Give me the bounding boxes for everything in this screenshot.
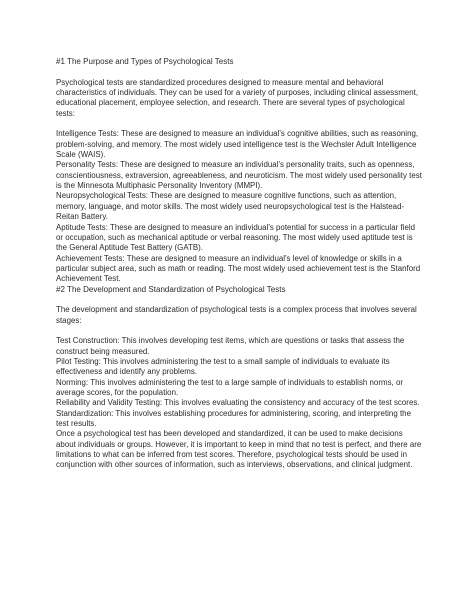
type-aptitude-tests: Aptitude Tests: These are designed to measure an individual's potential for success in a particular field or occupation, such as mechanical aptitude or verbal reasoning. The most widely used aptitude test is the General Aptitude Test Battery (GATB). [56,222,416,253]
stage-standardization: Standardization: This involves establishing procedures for administering, scoring, and interpreting the test results. [56,408,411,429]
stage-reliability-validity: Reliability and Validity Testing: This involves evaluating the consistency and accuracy of the test scores. [56,398,420,408]
stage-norming: Norming: This involves administering the test to a large sample of individuals to establish norms, or average scores, for the population. [56,377,404,397]
type-intelligence-tests: Intelligence Tests: These are designed to measure an individual's cognitive abilities, such as reasoning, problem-solving, and memory. The most widely used intelligence test is the Wechsler Adult Intelligence Scale (WAIS). [56,129,419,160]
stage-test-construction: Test Construction: This involves developing test items, which are questions or tasks that assess the construct being measured. [56,336,405,356]
development-intro-paragraph: The development and standardization of psychological tests is a complex process that involves several stages: [56,305,417,325]
section-2-heading: #2 The Development and Standardization of Psychological Tests [56,284,286,294]
type-neuropsychological-tests: Neuropsychological Tests: These are designed to measure cognitive functions, such as attention, memory, language, and motor skills. The most widely used neuropsychological test is the Halstead-Reitan Battery. [56,191,405,222]
conclusion-paragraph: Once a psychological test has been developed and standardized, it can be used to make decisions about individuals or groups. However, it is important to keep in mind that no test is perfect, and there are limitations to what can be inferred from test scores. Therefore, psychological tests should be used in conjunction with other sources of information, such as interviews, observations, and clinical judgment. [56,429,422,470]
document-page [56,57,424,471]
type-personality-tests: Personality Tests: These are designed to measure an individual's personality traits, such as openness, conscientiousness, extraversion, agreeableness, and neuroticism. The most widely used personality test is the Minnesota Multiphasic Personality Inventory (MMPI). [56,160,422,191]
intro-paragraph: Psychological tests are standardized procedures designed to measure mental and behavioral characteristics of individuals. They can be used for a variety of purposes, including clinical assessment, educational placement, employee selection, and research. There are several types of psychological tests: [56,77,419,118]
stage-pilot-testing: Pilot Testing: This involves administering the test to a small sample of individuals to evaluate its effectiveness and identify any problems. [56,356,390,377]
type-achievement-tests: Achievement Tests: These are designed to measure an individual's level of knowledge or skills in a particular subject area, such as math or reading. The most widely used achievement test is the Stanford Achievement Test. [56,253,421,284]
section-1-heading: #1 The Purpose and Types of Psychological Tests [56,57,234,66]
